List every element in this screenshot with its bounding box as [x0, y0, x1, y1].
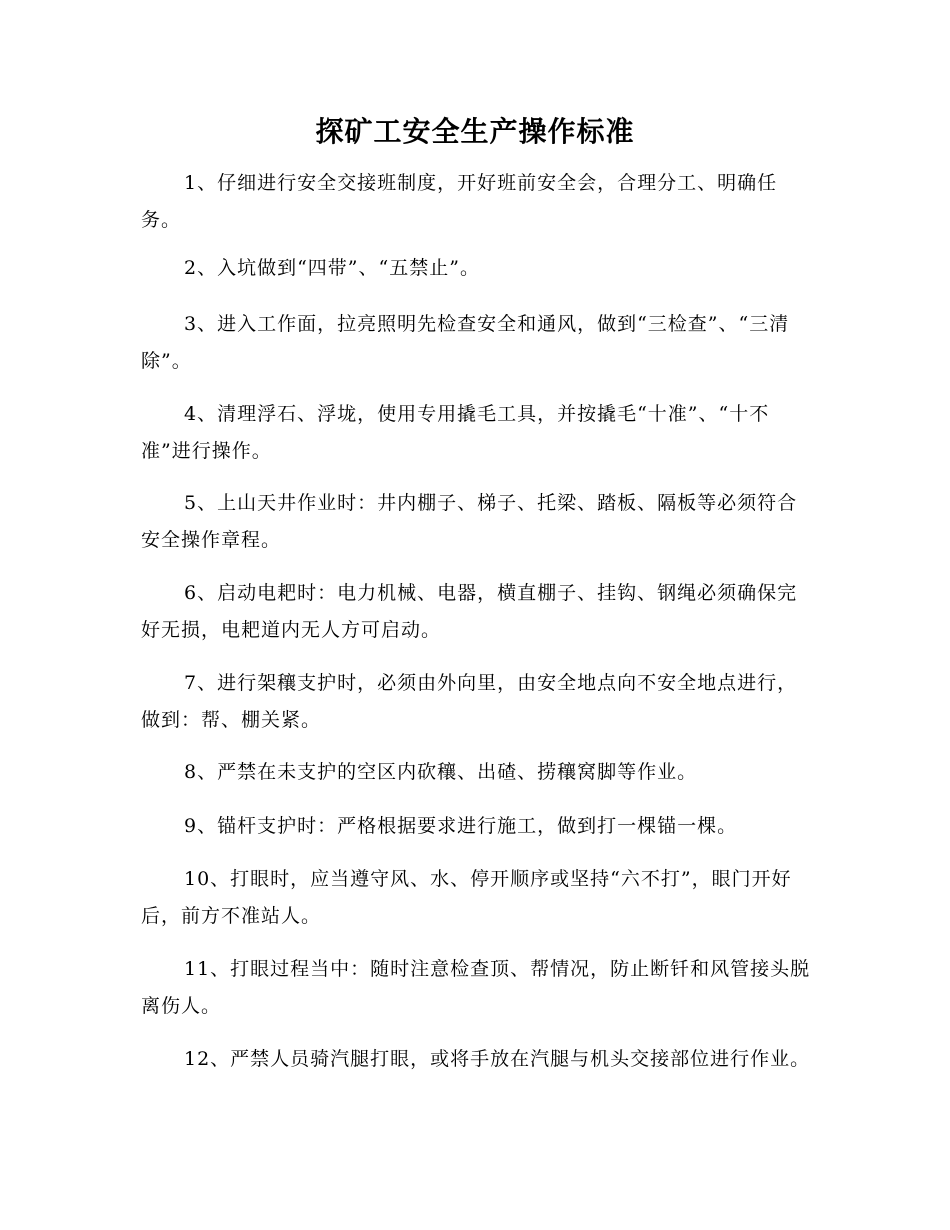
paragraph-4: 4、清理浮石、浮垅，使用专用撬毛工具，并按撬毛“十准”、“十不准”进行操作。 [141, 403, 770, 462]
paragraph-1: 1、仔细进行安全交接班制度，开好班前安全会，合理分工、明确任务。 [141, 172, 778, 231]
paragraph-7: 7、进行架穰支护时，必须由外向里，由安全地点向不安全地点进行，做到：帮、棚关紧。 [141, 672, 798, 731]
paragraph-2: 2、入坑做到“四带”、“五禁止”。 [184, 257, 480, 279]
paragraph-5: 5、上山天井作业时：井内棚子、梯子、托梁、踏板、隔板等必须符合安全操作章程。 [141, 492, 798, 551]
paragraph-8: 8、严禁在未支护的空区内砍穰、出碴、捞穰窝脚等作业。 [184, 761, 698, 783]
paragraph-11: 11、打眼过程当中：随时注意检查顶、帮情况，防止断钎和风管接头脱离伤人。 [141, 958, 811, 1017]
paragraph-10: 10、打眼时，应当遵守风、水、停开顺序或坚持“六不打”，眼门开好后，前方不准站人。 [141, 868, 792, 927]
paragraph-3: 3、进入工作面，拉亮照明先检查安全和通风，做到“三检查”、“三清除”。 [141, 313, 790, 372]
paragraph-6: 6、启动电耙时：电力机械、电器，横直棚子、挂钩、钢绳必须确保完好无损，电耙道内无人方可启动。 [141, 582, 798, 641]
document-title: 探矿工安全生产操作标准 [315, 115, 635, 148]
paragraph-9: 9、锚杆支护时：严格根据要求进行施工，做到打一棵锚一棵。 [184, 815, 738, 837]
paragraph-12: 12、严禁人员骑汽腿打眼，或将手放在汽腿与机头交接部位进行作业。 [184, 1048, 811, 1070]
